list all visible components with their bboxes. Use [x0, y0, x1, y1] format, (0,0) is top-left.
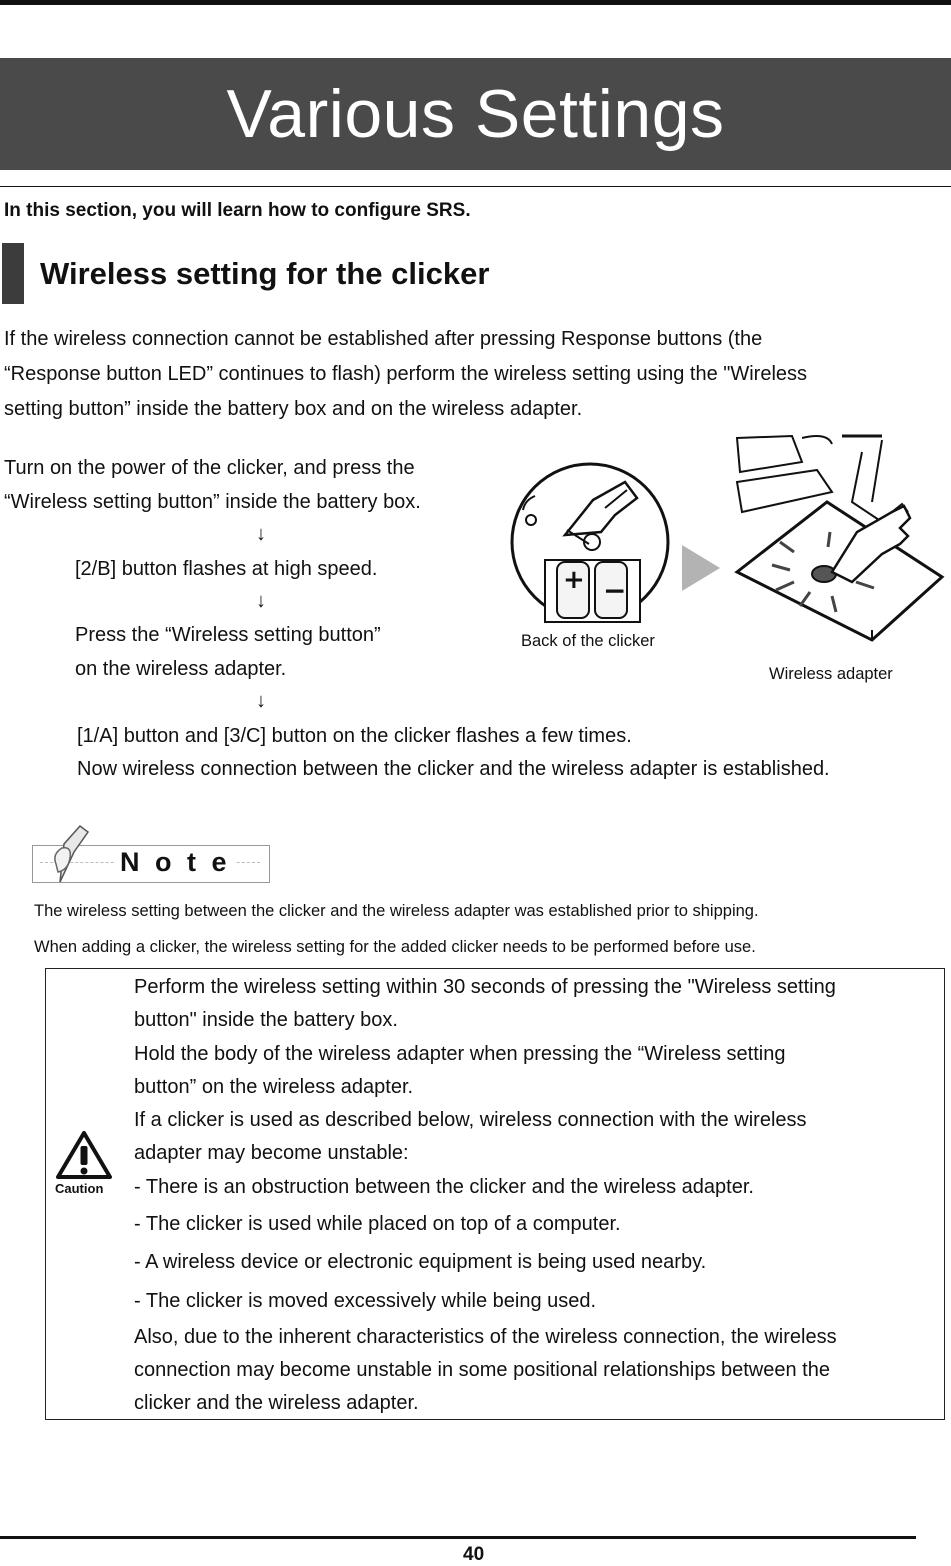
svg-text:+: +	[563, 565, 585, 595]
step1-line2: “Wireless setting button” inside the battery box.	[4, 491, 421, 513]
step3-line2: on the wireless adapter.	[75, 658, 287, 680]
caution-line: If a clicker is used as described below, wireless connection with the wireless	[134, 1109, 807, 1131]
warning-triangle-icon	[55, 1130, 113, 1180]
step4-line1: [1/A] button and [3/C] button on the clicker flashes a few times.	[77, 725, 632, 747]
caution-line: clicker and the wireless adapter.	[134, 1392, 419, 1414]
caution-line: Hold the body of the wireless adapter when pressing the “Wireless setting	[134, 1043, 786, 1065]
down-arrow: ↓	[256, 590, 266, 612]
step2-text: [2/B] button flashes at high speed.	[75, 558, 378, 580]
top-rule	[0, 0, 951, 5]
caution-line: adapter may become unstable:	[134, 1142, 409, 1164]
caution-line: Also, due to the inherent characteristics of the wireless connection, the wireless	[134, 1326, 837, 1348]
caution-line: - There is an obstruction between the clicker and the wireless adapter.	[134, 1176, 754, 1198]
pencil-icon	[50, 824, 92, 888]
caution-line: - The clicker is moved excessively while being used.	[134, 1290, 597, 1312]
down-arrow: ↓	[256, 690, 266, 712]
intro-paragraph	[4, 322, 944, 427]
svg-text:−: −	[603, 574, 627, 607]
page-title: Various Settings	[226, 76, 725, 152]
step3-line1: Press the “Wireless setting button”	[75, 624, 381, 646]
step1-line1: Turn on the power of the clicker, and press the	[4, 457, 415, 479]
clicker-back-illustration	[505, 460, 677, 628]
caution-line: - The clicker is used while placed on top of a computer.	[134, 1213, 621, 1235]
intro-text: In this section, you will learn how to configure SRS.	[4, 200, 471, 221]
caution-line: button" inside the battery box.	[134, 1009, 398, 1031]
caution-line: - A wireless device or electronic equipment is being used nearby.	[134, 1251, 707, 1273]
paragraph-line: If the wireless connection cannot be established after pressing Response buttons (the	[4, 328, 763, 350]
caution-line: Perform the wireless setting within 30 seconds of pressing the "Wireless setting	[134, 976, 836, 998]
clicker-caption: Back of the clicker	[521, 632, 655, 650]
title-underline	[0, 186, 951, 187]
section-marker	[2, 243, 24, 304]
caution-line: button” on the wireless adapter.	[134, 1076, 414, 1098]
paragraph-line: “Response button LED” continues to flash) perform the wireless setting using the "Wireless	[4, 363, 808, 385]
wireless-adapter-illustration	[732, 432, 947, 650]
note-line: When adding a clicker, the wireless setting for the added clicker needs to be performed before use.	[34, 938, 756, 956]
bottom-rule	[0, 1536, 916, 1539]
play-arrow-icon	[682, 545, 720, 591]
down-arrow: ↓	[256, 523, 266, 545]
adapter-caption: Wireless adapter	[769, 665, 893, 683]
step4-line2: Now wireless connection between the clicker and the wireless adapter is established.	[77, 758, 830, 780]
note-line: The wireless setting between the clicker and the wireless adapter was established prior to shipping.	[34, 902, 759, 920]
note-label: N o t e	[116, 847, 235, 878]
page-number: 40	[463, 1544, 485, 1565]
paragraph-line: setting button” inside the battery box and on the wireless adapter.	[4, 398, 583, 420]
caution-label: Caution	[55, 1181, 104, 1196]
caution-line: connection may become unstable in some positional relationships between the	[134, 1359, 830, 1381]
title-banner	[0, 58, 951, 170]
section-title: Wireless setting for the clicker	[40, 256, 490, 291]
